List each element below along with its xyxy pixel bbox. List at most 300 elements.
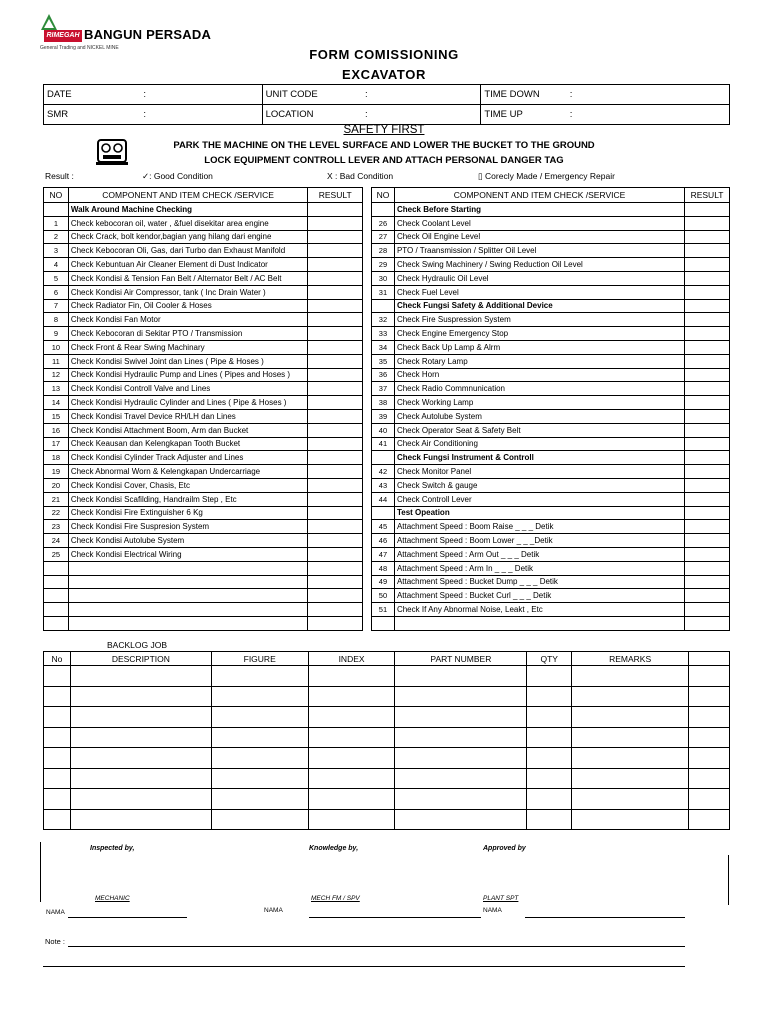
nama-line-3[interactable] bbox=[525, 917, 685, 918]
backlog-cell[interactable] bbox=[308, 707, 395, 728]
backlog-cell[interactable] bbox=[527, 809, 572, 830]
item-description: Check Radiator Fin, Oil Cooler & Hoses bbox=[68, 299, 308, 313]
item-description: Check Monitor Panel bbox=[394, 465, 684, 479]
backlog-cell[interactable] bbox=[527, 727, 572, 748]
result-cell[interactable] bbox=[685, 271, 730, 285]
item-description: Check Kondisi & Tension Fan Belt / Alternator Belt / AC Belt bbox=[68, 271, 308, 285]
backlog-cell[interactable] bbox=[572, 748, 689, 769]
item-number: 4 bbox=[44, 258, 69, 272]
result-cell[interactable] bbox=[308, 534, 363, 548]
result-cell[interactable] bbox=[685, 285, 730, 299]
unit-code-field[interactable]: : bbox=[362, 85, 481, 105]
item-number: 43 bbox=[372, 478, 395, 492]
backlog-cell[interactable] bbox=[308, 809, 395, 830]
item-description: Check Kondisi Autolube System bbox=[68, 534, 308, 548]
result-cell[interactable] bbox=[685, 258, 730, 272]
result-cell[interactable] bbox=[308, 216, 363, 230]
result-cell[interactable] bbox=[308, 203, 363, 217]
item-number: 50 bbox=[372, 589, 395, 603]
result-label: Result : bbox=[45, 171, 74, 181]
backlog-cell[interactable] bbox=[689, 768, 730, 789]
backlog-cell[interactable] bbox=[527, 686, 572, 707]
item-description bbox=[68, 589, 308, 603]
logo-badge: RIMEGAH bbox=[44, 30, 82, 42]
item-number: 8 bbox=[44, 313, 69, 327]
result-cell[interactable] bbox=[685, 216, 730, 230]
item-number: 30 bbox=[372, 271, 395, 285]
backlog-row bbox=[44, 789, 730, 810]
result-cell[interactable] bbox=[685, 382, 730, 396]
backlog-cell[interactable] bbox=[689, 809, 730, 830]
sig-right-border bbox=[728, 855, 729, 905]
checklist-row bbox=[44, 382, 363, 396]
result-cell[interactable] bbox=[685, 575, 730, 589]
item-number: 41 bbox=[372, 437, 395, 451]
date-field[interactable]: : bbox=[140, 85, 262, 105]
checklist-row bbox=[372, 285, 730, 299]
backlog-row bbox=[44, 727, 730, 748]
result-cell[interactable] bbox=[308, 271, 363, 285]
backlog-cell[interactable] bbox=[70, 768, 211, 789]
approved-by-label: Approved by bbox=[483, 845, 526, 852]
item-number: 21 bbox=[44, 492, 69, 506]
checklist-row bbox=[372, 465, 730, 479]
item-description: Check Air Conditioning bbox=[394, 437, 684, 451]
item-number: 28 bbox=[372, 244, 395, 258]
item-description: Check Kondisi Air Compressor, tank ( Inc Drain Water ) bbox=[68, 285, 308, 299]
checklist-row bbox=[44, 589, 363, 603]
backlog-cell[interactable] bbox=[395, 809, 527, 830]
result-cell[interactable] bbox=[308, 423, 363, 437]
result-cell[interactable] bbox=[685, 520, 730, 534]
item-number bbox=[44, 589, 69, 603]
checklist-row bbox=[372, 382, 730, 396]
checklist-row bbox=[372, 368, 730, 382]
backlog-cell[interactable] bbox=[527, 789, 572, 810]
result-cell[interactable] bbox=[308, 603, 363, 617]
checklist-row bbox=[44, 354, 363, 368]
item-number: 10 bbox=[44, 340, 69, 354]
mechanic-role: MECHANIC bbox=[95, 895, 130, 902]
backlog-cell[interactable] bbox=[308, 686, 395, 707]
note-line-1[interactable] bbox=[68, 946, 685, 947]
item-description: Check Kebocoran di Sekitar PTO / Transmission bbox=[68, 327, 308, 341]
item-description: Attachment Speed : Boom Raise _ _ _ Detik bbox=[394, 520, 684, 534]
backlog-cell[interactable] bbox=[572, 727, 689, 748]
backlog-header: DESCRIPTION bbox=[70, 652, 211, 666]
form-title: FORM COMISSIONING bbox=[309, 47, 459, 62]
result-cell[interactable] bbox=[308, 478, 363, 492]
section-title: Test Opeation bbox=[394, 506, 684, 520]
backlog-cell[interactable] bbox=[44, 809, 71, 830]
item-description: Check Fuel Level bbox=[394, 285, 684, 299]
result-cell[interactable] bbox=[308, 244, 363, 258]
item-number: 49 bbox=[372, 575, 395, 589]
backlog-cell[interactable] bbox=[527, 666, 572, 687]
backlog-cell[interactable] bbox=[395, 686, 527, 707]
checklist-row bbox=[44, 327, 363, 341]
checklist-right bbox=[371, 187, 730, 631]
checklist-row bbox=[372, 230, 730, 244]
backlog-cell[interactable] bbox=[395, 707, 527, 728]
result-header: RESULT bbox=[308, 188, 363, 203]
checklist-row bbox=[372, 313, 730, 327]
item-description: Check Operator Seat & Safety Belt bbox=[394, 423, 684, 437]
result-cell[interactable] bbox=[308, 368, 363, 382]
item-number bbox=[44, 203, 69, 217]
checklist-row bbox=[372, 561, 730, 575]
backlog-cell[interactable] bbox=[211, 666, 308, 687]
backlog-label: BACKLOG JOB bbox=[107, 640, 167, 650]
item-description: PTO / Traansmission / Splitter Oil Level bbox=[394, 244, 684, 258]
section-row bbox=[44, 203, 363, 217]
section-title: Check Before Starting bbox=[394, 203, 684, 217]
item-number: 7 bbox=[44, 299, 69, 313]
backlog-cell[interactable] bbox=[527, 707, 572, 728]
result-cell[interactable] bbox=[308, 437, 363, 451]
plant-spt-role: PLANT SPT bbox=[483, 895, 519, 902]
result-cell[interactable] bbox=[308, 396, 363, 410]
item-description bbox=[68, 603, 308, 617]
result-cell[interactable] bbox=[685, 203, 730, 217]
backlog-cell[interactable] bbox=[395, 748, 527, 769]
nama-line-1[interactable] bbox=[68, 917, 187, 918]
result-cell[interactable] bbox=[685, 423, 730, 437]
backlog-cell[interactable] bbox=[308, 768, 395, 789]
result-cell[interactable] bbox=[308, 616, 363, 630]
item-number: 47 bbox=[372, 547, 395, 561]
checklist-row bbox=[44, 299, 363, 313]
backlog-cell[interactable] bbox=[211, 707, 308, 728]
checklist-row bbox=[44, 368, 363, 382]
result-cell[interactable] bbox=[308, 561, 363, 575]
item-description: Check Kebuntuan Air Cleaner Element di Dust Indicator bbox=[68, 258, 308, 272]
item-number: 42 bbox=[372, 465, 395, 479]
backlog-cell[interactable] bbox=[689, 666, 730, 687]
backlog-cell[interactable] bbox=[211, 768, 308, 789]
smr-field[interactable]: : bbox=[140, 105, 262, 125]
backlog-cell[interactable] bbox=[308, 789, 395, 810]
item-description: Check Radio Commnunication bbox=[394, 382, 684, 396]
inspected-by-label: Inspected by, bbox=[90, 845, 135, 852]
backlog-header bbox=[689, 652, 730, 666]
item-number: 2 bbox=[44, 230, 69, 244]
item-number: 45 bbox=[372, 520, 395, 534]
item-description bbox=[68, 561, 308, 575]
item-number: 13 bbox=[44, 382, 69, 396]
item-number: 31 bbox=[372, 285, 395, 299]
backlog-cell[interactable] bbox=[689, 707, 730, 728]
result-cell[interactable] bbox=[685, 561, 730, 575]
item-number: 33 bbox=[372, 327, 395, 341]
item-number: 32 bbox=[372, 313, 395, 327]
backlog-header: FIGURE bbox=[211, 652, 308, 666]
result-cell[interactable] bbox=[685, 313, 730, 327]
item-number bbox=[372, 506, 395, 520]
item-description: Check If Any Abnormal Noise, Leakt , Etc bbox=[394, 603, 684, 617]
backlog-cell[interactable] bbox=[211, 809, 308, 830]
checklist-row bbox=[372, 437, 730, 451]
item-description: Check Kondisi Cylinder Track Adjuster and Lines bbox=[68, 451, 308, 465]
checklist-row bbox=[372, 258, 730, 272]
backlog-cell[interactable] bbox=[70, 707, 211, 728]
backlog-cell[interactable] bbox=[395, 768, 527, 789]
item-number: 14 bbox=[44, 396, 69, 410]
item-description: Attachment Speed : Bucket Curl _ _ _ Detik bbox=[394, 589, 684, 603]
time-up-field[interactable]: : bbox=[567, 105, 730, 125]
checklist-row bbox=[44, 423, 363, 437]
item-description: Attachment Speed : Arm In _ _ _ Detik bbox=[394, 561, 684, 575]
item-number: 35 bbox=[372, 354, 395, 368]
item-number: 19 bbox=[44, 465, 69, 479]
item-number: 23 bbox=[44, 520, 69, 534]
date-label: DATE bbox=[44, 85, 141, 105]
item-description: Check kebocoran oil, water , &fuel disekitar area engine bbox=[68, 216, 308, 230]
result-cell[interactable] bbox=[685, 478, 730, 492]
result-cell[interactable] bbox=[685, 340, 730, 354]
backlog-cell[interactable] bbox=[44, 686, 71, 707]
item-number: 11 bbox=[44, 354, 69, 368]
backlog-row bbox=[44, 707, 730, 728]
backlog-cell[interactable] bbox=[70, 666, 211, 687]
backlog-header: No bbox=[44, 652, 71, 666]
checklist-row bbox=[44, 561, 363, 575]
checklist-row bbox=[44, 285, 363, 299]
checklist-row bbox=[44, 465, 363, 479]
repair-legend: ▯ Corecly Made / Emergency Repair bbox=[478, 171, 615, 181]
smr-label: SMR bbox=[44, 105, 141, 125]
item-description: Check Fire Suspression System bbox=[394, 313, 684, 327]
item-number: 46 bbox=[372, 534, 395, 548]
backlog-cell[interactable] bbox=[44, 748, 71, 769]
item-description: Check Hydraulic Oil Level bbox=[394, 271, 684, 285]
location-label: LOCATION bbox=[262, 105, 362, 125]
location-field[interactable]: : bbox=[362, 105, 481, 125]
item-number: 22 bbox=[44, 506, 69, 520]
item-description: Check Kondisi Hydraulic Pump and Lines ( Pipes and Hoses ) bbox=[68, 368, 308, 382]
result-cell[interactable] bbox=[685, 396, 730, 410]
item-number: 51 bbox=[372, 603, 395, 617]
backlog-row bbox=[44, 666, 730, 687]
checklist-row bbox=[372, 616, 730, 630]
result-cell[interactable] bbox=[308, 547, 363, 561]
checklist-row bbox=[372, 603, 730, 617]
item-description: Check Kondisi Cover, Chasis, Etc bbox=[68, 478, 308, 492]
backlog-cell[interactable] bbox=[211, 727, 308, 748]
item-number: 24 bbox=[44, 534, 69, 548]
backlog-cell[interactable] bbox=[44, 789, 71, 810]
result-cell[interactable] bbox=[685, 534, 730, 548]
checklist-row bbox=[44, 216, 363, 230]
knowledge-by-label: Knowledge by, bbox=[309, 845, 359, 852]
mech-fm-role: MECH FM / SPV bbox=[311, 895, 360, 902]
item-number bbox=[372, 616, 395, 630]
backlog-cell[interactable] bbox=[689, 748, 730, 769]
backlog-header: INDEX bbox=[308, 652, 395, 666]
backlog-cell[interactable] bbox=[572, 666, 689, 687]
backlog-cell[interactable] bbox=[308, 727, 395, 748]
checklist-row bbox=[372, 396, 730, 410]
sig-left-border bbox=[40, 842, 41, 902]
item-description: Check Keausan dan Kelengkapan Tooth Bucket bbox=[68, 437, 308, 451]
item-number: 3 bbox=[44, 244, 69, 258]
result-cell[interactable] bbox=[685, 437, 730, 451]
result-cell[interactable] bbox=[685, 492, 730, 506]
backlog-cell[interactable] bbox=[70, 809, 211, 830]
section-row bbox=[372, 451, 730, 465]
item-description: Check Crack, bolt kendor,bagian yang hilang dari engine bbox=[68, 230, 308, 244]
result-cell[interactable] bbox=[685, 368, 730, 382]
checklist-row bbox=[44, 244, 363, 258]
backlog-cell[interactable] bbox=[395, 666, 527, 687]
item-description: Check Abnormal Worn & Kelengkapan Undercarriage bbox=[68, 465, 308, 479]
backlog-cell[interactable] bbox=[44, 727, 71, 748]
nama-line-2[interactable] bbox=[309, 917, 481, 918]
backlog-cell[interactable] bbox=[44, 707, 71, 728]
item-description: Check Kondisi Controll Valve and Lines bbox=[68, 382, 308, 396]
checklist-row bbox=[44, 451, 363, 465]
result-cell[interactable] bbox=[685, 506, 730, 520]
nama-label-1: NAMA bbox=[46, 909, 65, 916]
no-header: NO bbox=[372, 188, 395, 203]
backlog-cell[interactable] bbox=[44, 666, 71, 687]
time-down-field[interactable]: : bbox=[567, 85, 730, 105]
backlog-cell[interactable] bbox=[572, 809, 689, 830]
backlog-cell[interactable] bbox=[308, 666, 395, 687]
result-cell[interactable] bbox=[685, 603, 730, 617]
item-description: Check Horn bbox=[394, 368, 684, 382]
item-description: Check Coolant Level bbox=[394, 216, 684, 230]
item-description: Check Kondisi Fire Suspresion System bbox=[68, 520, 308, 534]
item-description bbox=[68, 575, 308, 589]
result-cell[interactable] bbox=[308, 575, 363, 589]
result-cell[interactable] bbox=[308, 382, 363, 396]
result-cell[interactable] bbox=[308, 409, 363, 423]
item-number bbox=[44, 561, 69, 575]
checklist-row bbox=[372, 216, 730, 230]
backlog-cell[interactable] bbox=[689, 727, 730, 748]
backlog-cell[interactable] bbox=[70, 789, 211, 810]
backlog-cell[interactable] bbox=[689, 686, 730, 707]
backlog-cell[interactable] bbox=[70, 686, 211, 707]
backlog-cell[interactable] bbox=[572, 789, 689, 810]
checklist-row bbox=[44, 478, 363, 492]
result-cell[interactable] bbox=[308, 506, 363, 520]
backlog-cell[interactable] bbox=[70, 727, 211, 748]
backlog-cell[interactable] bbox=[308, 748, 395, 769]
result-cell[interactable] bbox=[308, 230, 363, 244]
backlog-cell[interactable] bbox=[211, 789, 308, 810]
company-tagline: General Trading and NICKEL MINE bbox=[40, 45, 119, 51]
item-description: Check Kondisi Fire Extinguisher 6 Kg bbox=[68, 506, 308, 520]
form-subtitle: EXCAVATOR bbox=[342, 67, 426, 82]
result-cell[interactable] bbox=[308, 299, 363, 313]
result-cell[interactable] bbox=[308, 520, 363, 534]
item-number: 25 bbox=[44, 547, 69, 561]
backlog-cell[interactable] bbox=[527, 748, 572, 769]
item-number: 48 bbox=[372, 561, 395, 575]
result-cell[interactable] bbox=[685, 327, 730, 341]
checklist-row bbox=[44, 409, 363, 423]
item-number: 39 bbox=[372, 409, 395, 423]
result-cell[interactable] bbox=[685, 547, 730, 561]
item-number: 18 bbox=[44, 451, 69, 465]
checklist-row bbox=[44, 230, 363, 244]
time-up-label: TIME UP bbox=[481, 105, 567, 125]
item-description: Check Working Lamp bbox=[394, 396, 684, 410]
checklist-row bbox=[44, 437, 363, 451]
checklist-row bbox=[372, 340, 730, 354]
result-cell[interactable] bbox=[308, 589, 363, 603]
checklist-row bbox=[44, 492, 363, 506]
result-cell[interactable] bbox=[308, 451, 363, 465]
company-name: BANGUN PERSADA bbox=[84, 27, 212, 42]
result-cell[interactable] bbox=[308, 354, 363, 368]
result-cell[interactable] bbox=[308, 465, 363, 479]
section-row bbox=[372, 506, 730, 520]
checklist-row bbox=[44, 258, 363, 272]
checklist-row bbox=[44, 547, 363, 561]
item-number: 9 bbox=[44, 327, 69, 341]
backlog-cell[interactable] bbox=[572, 707, 689, 728]
result-cell[interactable] bbox=[685, 409, 730, 423]
result-cell[interactable] bbox=[308, 492, 363, 506]
backlog-cell[interactable] bbox=[211, 686, 308, 707]
backlog-cell[interactable] bbox=[572, 686, 689, 707]
checklist-row bbox=[372, 354, 730, 368]
item-number: 17 bbox=[44, 437, 69, 451]
item-description: Check Kondisi Hydraulic Cylinder and Lines ( Pipe & Hoses ) bbox=[68, 396, 308, 410]
backlog-cell[interactable] bbox=[211, 748, 308, 769]
result-cell[interactable] bbox=[308, 285, 363, 299]
backlog-row bbox=[44, 748, 730, 769]
result-cell[interactable] bbox=[685, 465, 730, 479]
result-cell[interactable] bbox=[308, 327, 363, 341]
nama-label-2: NAMA bbox=[264, 907, 283, 914]
backlog-header: QTY bbox=[527, 652, 572, 666]
result-cell[interactable] bbox=[308, 258, 363, 272]
backlog-cell[interactable] bbox=[44, 768, 71, 789]
result-cell[interactable] bbox=[685, 299, 730, 313]
result-cell[interactable] bbox=[685, 616, 730, 630]
checklist-row bbox=[44, 575, 363, 589]
backlog-cell[interactable] bbox=[70, 748, 211, 769]
backlog-cell[interactable] bbox=[395, 727, 527, 748]
backlog-cell[interactable] bbox=[572, 768, 689, 789]
result-cell[interactable] bbox=[685, 244, 730, 258]
item-description: Check Kondisi Electrical Wiring bbox=[68, 547, 308, 561]
item-number: 1 bbox=[44, 216, 69, 230]
result-cell[interactable] bbox=[685, 589, 730, 603]
item-description: Check Engine Emergency Stop bbox=[394, 327, 684, 341]
note-line-2[interactable] bbox=[43, 966, 685, 967]
result-cell[interactable] bbox=[308, 340, 363, 354]
backlog-cell[interactable] bbox=[689, 789, 730, 810]
result-cell[interactable] bbox=[308, 313, 363, 327]
backlog-cell[interactable] bbox=[527, 768, 572, 789]
checklist-row bbox=[44, 534, 363, 548]
result-cell[interactable] bbox=[685, 230, 730, 244]
checklist-row bbox=[44, 603, 363, 617]
backlog-cell[interactable] bbox=[395, 789, 527, 810]
result-cell[interactable] bbox=[685, 354, 730, 368]
item-number bbox=[372, 299, 395, 313]
time-down-label: TIME DOWN bbox=[481, 85, 567, 105]
checklist-row bbox=[372, 589, 730, 603]
safety-first-heading: SAFETY FIRST bbox=[343, 124, 425, 136]
result-cell[interactable] bbox=[685, 451, 730, 465]
item-description: Check Kondisi Scafilding, Handrailm Step , Etc bbox=[68, 492, 308, 506]
